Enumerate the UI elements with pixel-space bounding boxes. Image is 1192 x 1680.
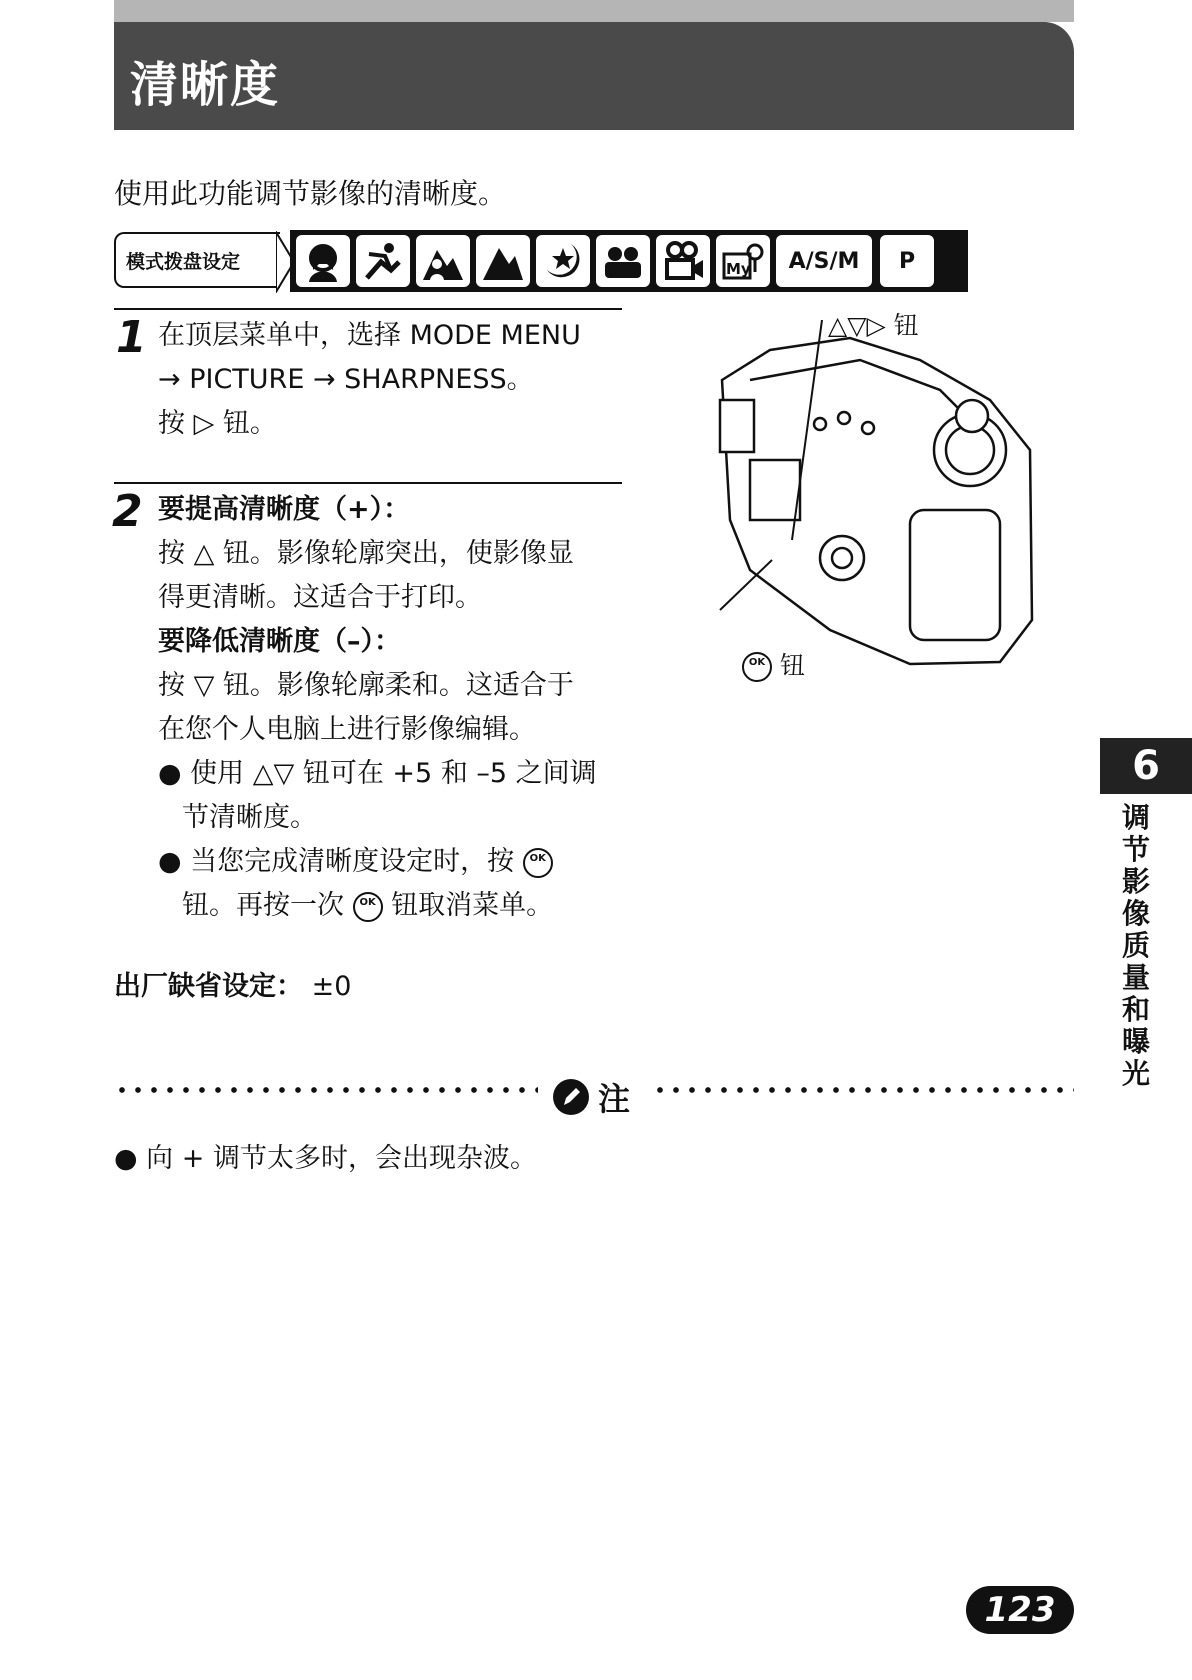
- step1-line: → PICTURE → SHARPNESS。: [158, 364, 534, 395]
- note-text: ● 向 + 调节太多时，会出现杂波。: [114, 1143, 537, 1174]
- ok-button-label: [742, 646, 805, 682]
- note-header: [552, 1074, 630, 1120]
- chapter-title-vertical: 调节影像质量和曝光: [1121, 801, 1150, 1090]
- increase-line: 按 △ 钮。影像轮廓突出，使影像显: [158, 538, 574, 569]
- page-number: 123: [966, 1586, 1074, 1634]
- note-dotted-rule-right: [652, 1086, 1074, 1094]
- decrease-line: 按 ▽ 钮。影像轮廓柔和。这适合于: [158, 670, 574, 701]
- note-text-content: 向 + 调节太多时，会出现杂波。: [146, 1143, 537, 1174]
- asm-mode-icon: A/S/M: [776, 235, 872, 287]
- mode-icon-strip: [290, 230, 968, 292]
- factory-default: [114, 964, 351, 1003]
- program-mode-icon: P: [880, 235, 934, 287]
- note-pencil-icon: [552, 1078, 590, 1116]
- landscape-mode-icon: [476, 235, 530, 287]
- sport-mode-icon: [356, 235, 410, 287]
- bullet-line: ● 使用 △▽ 钮可在 +5 和 –5 之间调: [158, 758, 597, 789]
- step2-number: 2: [112, 486, 143, 537]
- step1-number: 1: [116, 312, 147, 363]
- bullet-range: [158, 752, 597, 840]
- portrait-mode-icon: [296, 235, 350, 287]
- svg-text:My: My: [726, 260, 751, 278]
- ok-button-icon: OK: [523, 848, 553, 878]
- my-mode-icon: [716, 235, 770, 287]
- step1-text: [158, 314, 581, 446]
- intro-text: 使用此功能调节影像的清晰度。: [114, 177, 507, 210]
- mode-dial-label: 模式拨盘设定: [114, 232, 280, 288]
- ok-button-icon: OK: [742, 652, 772, 682]
- movie-mode-icon: [656, 235, 710, 287]
- factory-default-label: 出厂缺省设定：: [114, 971, 303, 1002]
- bullet-line: [158, 884, 553, 928]
- ok-button-label-text: 钮: [779, 651, 805, 680]
- decrease-heading: 要降低清晰度（–）：: [158, 626, 401, 657]
- bullet-finish-text-2: 钮。再按一次: [182, 890, 344, 921]
- arrow-buttons-label: △▽▷ 钮: [828, 311, 919, 340]
- note-title: 注: [598, 1080, 631, 1118]
- step1-line: 在顶层菜单中，选择 MODE MENU: [158, 320, 581, 351]
- bullet-finish-text-3: 钮取消菜单。: [391, 890, 554, 921]
- increase-heading: 要提高清晰度（+）：: [158, 494, 411, 525]
- self-portrait-mode-icon: [596, 235, 650, 287]
- note-dotted-rule-left: [114, 1086, 538, 1094]
- increase-line: 得更清晰。这适合于打印。: [158, 582, 482, 613]
- camera-illustration: [710, 320, 1040, 680]
- bullet-range-line2: 节清晰度。: [182, 802, 317, 833]
- night-scene-mode-icon: [536, 235, 590, 287]
- bullet-range-line1: 使用 △▽ 钮可在 +5 和 –5 之间调: [190, 758, 597, 789]
- step2-text: [158, 488, 574, 752]
- decrease-line: 在您个人电脑上进行影像编辑。: [158, 714, 536, 745]
- step1-rule: [114, 308, 622, 310]
- bullet-finish-text: 当您完成清晰度设定时，按: [190, 846, 515, 877]
- page-title: 清晰度: [130, 57, 281, 113]
- ok-button-icon: OK: [353, 892, 383, 922]
- chapter-tab: 6: [1100, 738, 1192, 794]
- landscape-portrait-mode-icon: [416, 235, 470, 287]
- header-top-band: [114, 0, 1074, 22]
- bullet-finish: [158, 840, 553, 928]
- factory-default-value: ±0: [311, 971, 352, 1002]
- bullet-line: ● 当您完成清晰度设定时，按 OK: [158, 840, 553, 884]
- step2-rule: [114, 482, 622, 484]
- step1-line: 按 ▷ 钮。: [158, 408, 277, 439]
